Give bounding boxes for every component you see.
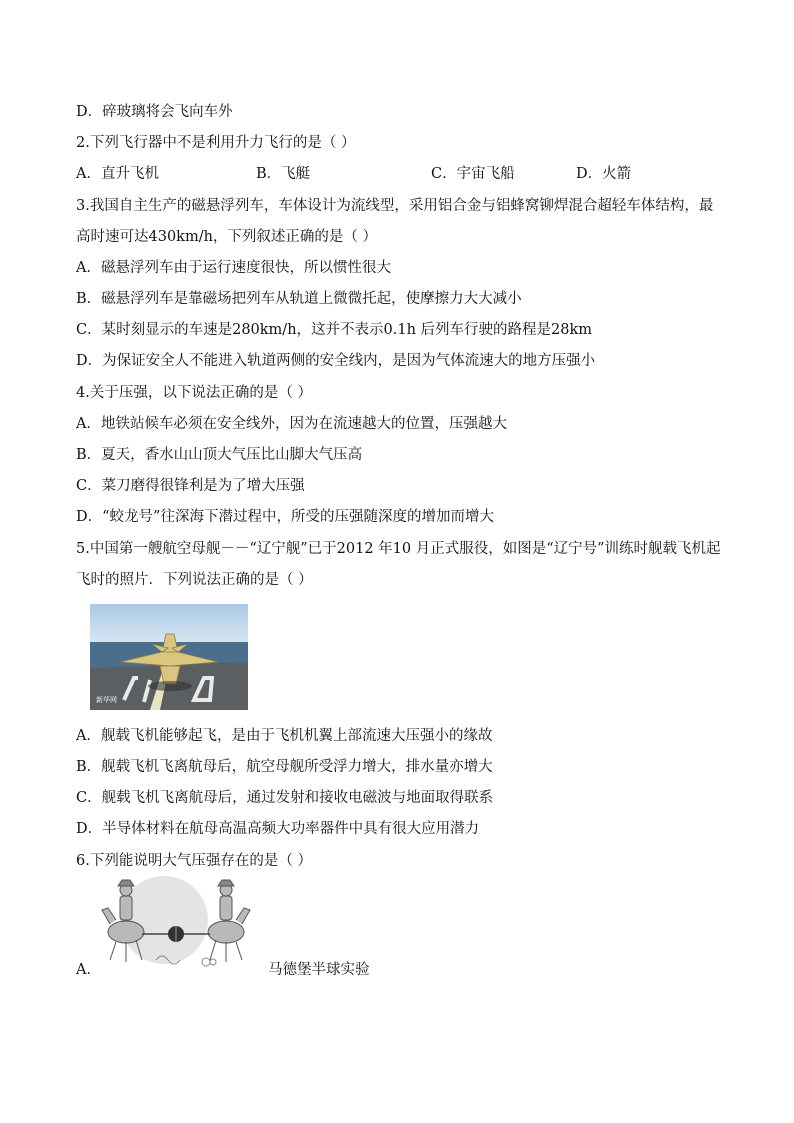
q4-option-a: A．地铁站候车必须在安全线外，因为在流速越大的位置，压强越大 <box>76 416 507 432</box>
question-4: 4.关于压强，以下说法正确的是（ ） <box>76 385 312 401</box>
q5-option-b: B．舰载飞机飞离航母后，航空母舰所受浮力增大，排水量亦增大 <box>76 759 493 775</box>
q2-option-b: B．飞艇 <box>256 166 311 182</box>
magdeburg-hemispheres-illustration <box>96 874 266 974</box>
q3-option-d: D．为保证安全人不能进入轨道两侧的安全线内，是因为气体流速大的地方压强小 <box>76 353 596 369</box>
q5-option-d: D．半导体材料在航母高温高频大功率器件中具有很大应用潜力 <box>76 821 480 837</box>
question-6: 6.下列能说明大气压强存在的是（ ） <box>76 853 312 869</box>
question-5-line1: 5.中国第一艘航空母舰－－“辽宁舰”已于2012 年10 月正式服役，如图是“辽宁号”训练时舰载飞机起 <box>76 541 721 557</box>
q3-option-b: B．磁悬浮列车是靠磁场把列车从轨道上微微托起，使摩擦力大大减小 <box>76 291 522 307</box>
q6-option-a-caption: 马德堡半球实验 <box>268 962 370 978</box>
q4-option-c: C．菜刀磨得很锋利是为了增大压强 <box>76 478 305 494</box>
q6-option-a-prefix: A． <box>76 962 101 978</box>
q2-option-a: A．直升飞机 <box>76 166 159 182</box>
q4-option-b: B．夏天，香水山山顶大气压比山脚大气压高 <box>76 447 363 463</box>
question-3-line2: 高时速可达430km/h，下列叙述正确的是（ ） <box>76 229 378 245</box>
q3-option-a: A．磁悬浮列车由于运行速度很快，所以惯性很大 <box>76 260 391 276</box>
q2-option-c: C．宇宙飞船 <box>431 166 515 182</box>
question-2: 2.下列飞行器中不是利用升力飞行的是（ ） <box>76 135 356 151</box>
question-5-line2: 飞时的照片．下列说法正确的是（ ） <box>76 572 313 588</box>
photo-watermark: 新华网 <box>96 696 117 704</box>
q2-option-d: D．火箭 <box>576 166 632 182</box>
option-d-prev: D．碎玻璃将会飞向车外 <box>76 104 233 120</box>
q5-option-a: A．舰载飞机能够起飞，是由于飞机机翼上部流速大压强小的缘故 <box>76 728 493 744</box>
q4-option-d: D．“蛟龙号”往深海下潜过程中，所受的压强随深度的增加而增大 <box>76 509 494 525</box>
aircraft-carrier-photo <box>90 604 248 710</box>
q3-option-c: C．某时刻显示的车速是280km/h，这并不表示0.1h 后列车行驶的路程是28km <box>76 322 593 338</box>
q5-option-c: C．舰载飞机飞离航母后，通过发射和接收电磁波与地面取得联系 <box>76 790 494 806</box>
question-3-line1: 3.我国自主生产的磁悬浮列车，车体设计为流线型，采用铝合金与铝蜂窝铆焊混合超轻车体结构，最 <box>76 198 714 214</box>
